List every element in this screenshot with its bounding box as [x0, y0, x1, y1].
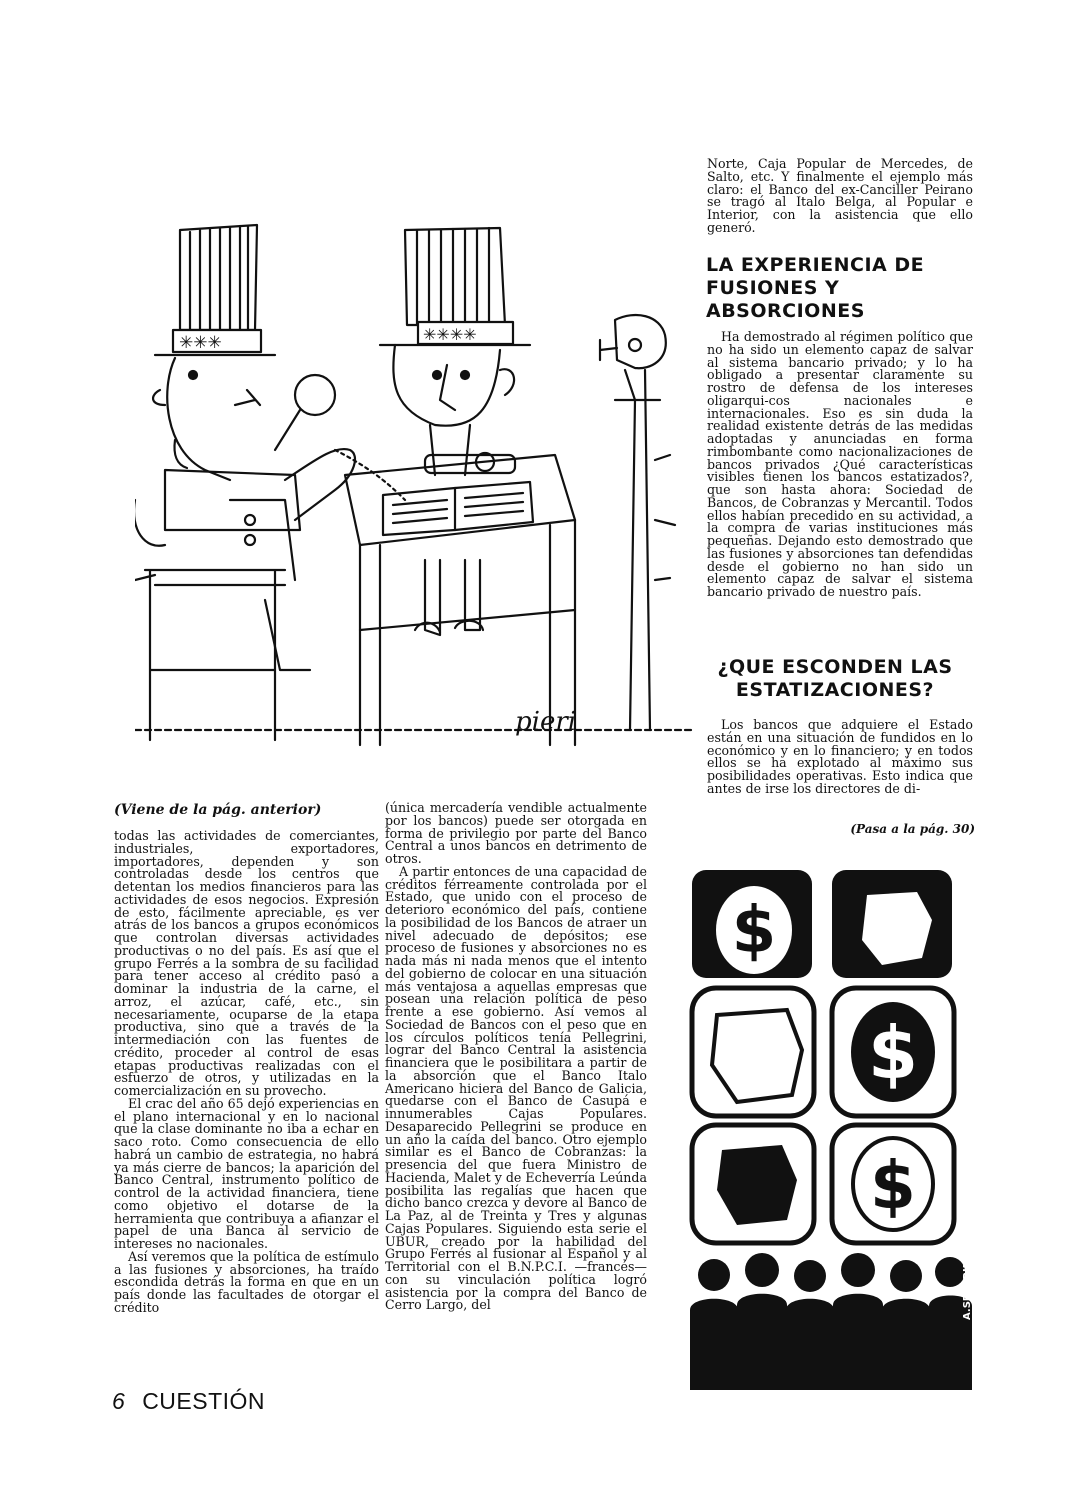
- bubble-uruguay-map-1: [832, 870, 952, 978]
- estatizaciones-paragraph: Los bancos que adquiere el Estado están en una situación de fundidos en lo económico y en lo financiero; y en todos ellos se ha explotado al máximo sus posibilidades operativas. Esto indica que antes de irse los directores de di-: [707, 717, 973, 796]
- left-paragraph-1: todas las actividades de comerciantes, industriales, exportadores, importadores, dependen y son controladas desde los centros que detentan los medios financieros para las actividades de esos negocios. Expresión de esto, fácilmente apreciable, es ver atrás de los bancos a grupos económicos que controlan diversas actividades productivas o no del país. Es así que el grupo Ferrés a la sombra de su facilidad para tener acceso al crédito pasó a dominar la industria de la carne, el arroz, el azúcar, café, etc., sin necesariamente, ocuparse de la etapa productiva, sino que a través de la intermediación con las fuentes de crédito, proceder al control de esas etapas productivas realizadas con el esfuerzo de otros, y utilizadas en la comercialización en su provecho.: [114, 828, 379, 1098]
- middle-paragraph-1: (única mercadería vendible actualmente por los bancos) puede ser otorgada en forma de privilegio por parte del Banco Central a unos bancos en detrimento de otros.: [385, 800, 647, 866]
- right-chef-hat: [380, 228, 530, 345]
- right-column-top: [707, 158, 973, 235]
- continued-reference: (Pasa a la pág. 30): [850, 822, 975, 836]
- page-footer: [112, 1388, 265, 1415]
- left-paragraph-3: Así veremos que la política de estímulo a las fusiones y absorciones, ha traído escondida detrás la forma en que en un país donde las facultades de otorgar el crédito: [114, 1248, 379, 1315]
- magazine-name: CUESTIÓN: [142, 1388, 266, 1414]
- svg-text:$: $: [870, 1147, 916, 1224]
- left-column: [114, 830, 379, 1315]
- svg-text:A.SEVERINO: A.SEVERINO: [962, 1251, 973, 1320]
- fusiones-paragraph: Ha demostrado al régimen político que no ha sido un elemento capaz de salvar al sistema bancario privado; y lo ha obligado a presentar claramente su rostro de defensa de los intereses oligarqui-cos nacionales e internacionales. Eso es sin duda la realidad existente detrás de las medidas adoptadas y anunciadas en forma rimbombante como nacionalizaciones de bancos privados ¿Qué características visibles tienen los bancos estatizados?, que son hasta ahora: Sociedad de Bancos, de Cobranzas y Mercantil. Todos ellos habían precedido en su actividad, a la compra de varias instituciones más pequeñas. Dejando esto demostrado que las fusiones y absorciones tan defendidas desde el gobierno no han sido un elemento capaz de salvar el sistema bancario privado de nuestro país.: [707, 329, 973, 599]
- bubble-uruguay-map-3: [692, 1125, 814, 1243]
- continued-from-reference: (Viene de la pág. anterior): [114, 802, 322, 818]
- svg-text:✳✳✳: ✳✳✳: [179, 333, 222, 353]
- right-column-para1: [707, 331, 973, 599]
- intro-paragraph: Norte, Caja Popular de Mercedes, de Salto, etc. Y finalmente el ejemplo más claro: el Banco del ex-Canciller Peirano se tragó al Italo Belga, al Popular e Interior, con la asistencia que ello generó.: [707, 156, 973, 235]
- right-column-para2: [707, 719, 973, 796]
- middle-paragraph-2: A partir entonces de una capacidad de créditos férreamente controlada por el Estado, que unido con el proceso de deterioro económico del país, contiene la posibilidad de los Bancos de atraer un nivel adecuado de depósitos; ese proceso de fusiones y absorciones no es nada más ni nada menos que el intento del gobierno de colocar en una situación más ventajosa a aquellas empresas que posean una relación política de peso frente a ese gobierno. Así vemos al Sociedad de Bancos con el peso que en los círculos políticos tenía Pellegrini, lograr del Banco Central la asistencia financiera que le posibilitara a partir de la absorción que el Banco Italo Americano hiciera del Banco de Galicia, quedarse con el Banco de Casupá e innumerables Cajas Populares. Desaparecido Pellegrini se produce en un año la caída del banco. Otro ejemplo similar es el Banco de Cobranzas: la presencia del que fuera Ministro de Hacienda, Malet y de Echeverría Leúnda posibilita las regalías que hacen que dicho banco crezca y devore al Banco de La Paz, al de Treinta y Tres y algunas Cajas Populares. Siguiendo esta serie el UBUR, creado por la habilidad del Grupo Ferrés al fusionar al Español y al Territorial con el B.N.P.C.I. —francés— con su vinculación política logró asistencia por la compra del Banco de Cerro Largo, del: [385, 863, 647, 1313]
- left-paragraph-2: El crac del año 65 dejó experiencias en el plano internacional y en lo nacional que la clase dominante no iba a echar en saco roto. Como consecuencia de ello habrá un cambio de estrategia, no habrá ya más cierre de bancos; la aparición del Banco Central, instrumento político de control de la actividad financiera, tiene como objetivo el dotarse de la herramienta que contribuya a afianzar el papel de una Banca al servicio de intereses no nacionales.: [114, 1095, 379, 1251]
- left-chef-hat: [155, 225, 275, 355]
- middle-column: [385, 802, 647, 1312]
- page-number: 6: [112, 1388, 126, 1414]
- bubble-dollar-1: [692, 870, 812, 978]
- bubble-dollar-3: [832, 1125, 954, 1243]
- bubble-uruguay-map-2: [692, 988, 814, 1116]
- section-heading-estatizaciones: ¿QUE ESCONDEN LAS ESTATIZACIONES?: [717, 656, 953, 701]
- chef-cartoon-illustration: [135, 200, 695, 750]
- svg-text:✳✳✳✳: ✳✳✳✳: [423, 325, 477, 344]
- svg-text:$: $: [731, 894, 777, 968]
- svg-text:$: $: [867, 1011, 919, 1095]
- speech-bubbles-illustration: [682, 870, 982, 1390]
- section-heading-fusiones: LA EXPERIENCIA DE FUSIONES Y ABSORCIONES: [706, 254, 925, 322]
- crowd-silhouettes: [690, 1253, 972, 1390]
- bubble-dollar-2: [832, 988, 954, 1116]
- svg-text:pieri: pieri: [515, 707, 577, 737]
